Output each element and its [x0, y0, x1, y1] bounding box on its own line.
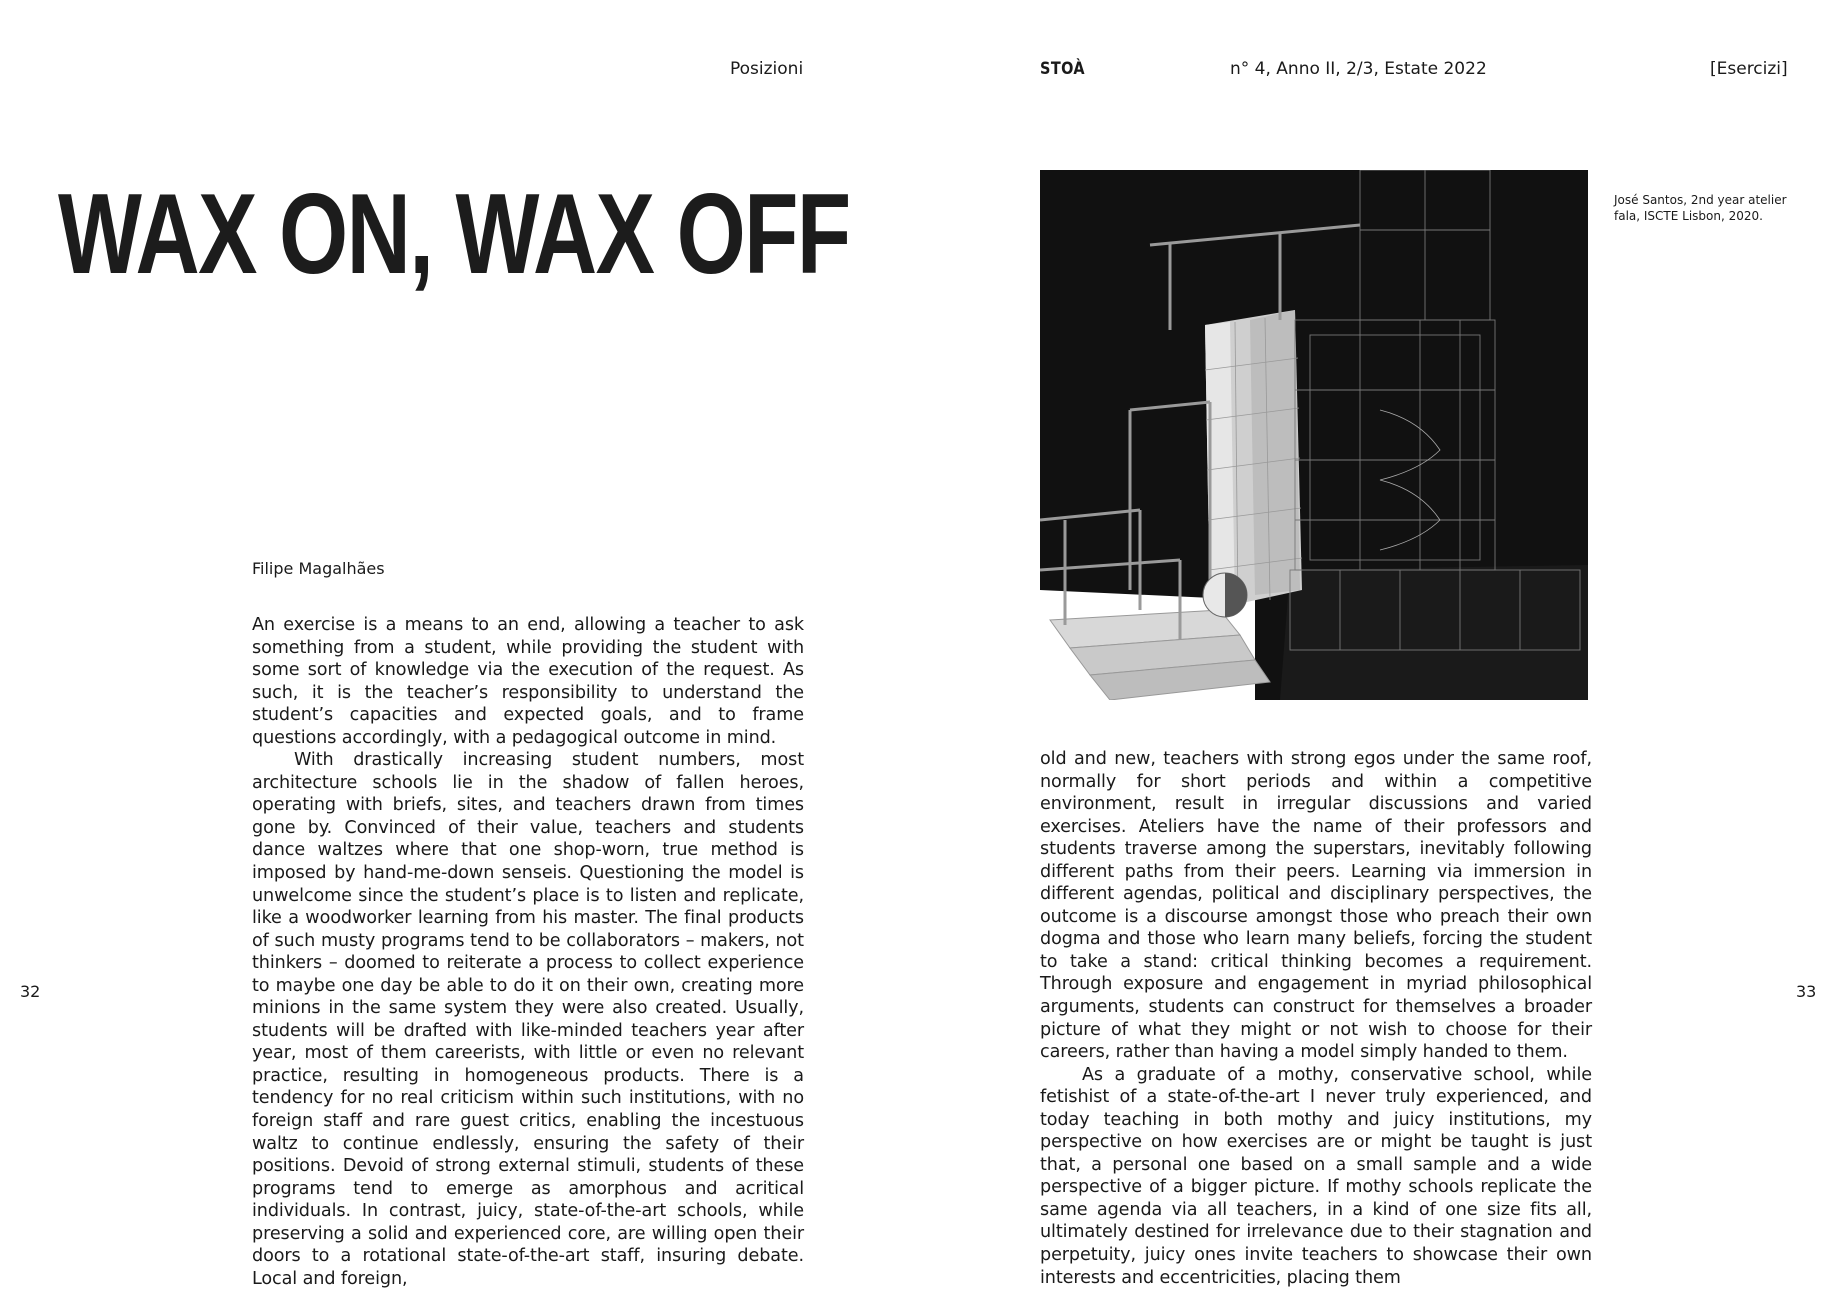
figure-caption: José Santos, 2nd year atelier fala, ISCTE Lisbon, 2020.	[1614, 193, 1787, 223]
running-header-category: [Esercizi]	[1710, 59, 1788, 79]
paragraph: An exercise is a means to an end, allowing a teacher to ask something from a student, while providing the student with some sort of knowledge via the execution of the request. As such, it is the teacher’s responsibility to understand the student’s capacities and expected goals, and to frame questions accordingly, with a pedagogical outcome in mind.	[252, 615, 804, 748]
page-number-right: 33	[1796, 982, 1817, 1001]
page-number-left: 32	[20, 982, 41, 1001]
running-header-section: Posizioni	[730, 59, 804, 79]
body-column-left	[252, 614, 804, 1290]
paragraph: old and new, teachers with strong egos under the same roof, normally for short periods and within a competitive environment, result in irregular discussions and varied exercises. Ateliers have the name of their professors and students traverse among the superstars, inevitably following different paths from their peers. Learning via immersion in different agendas, political and disciplinary perspectives, the outcome is a discourse amongst those who preach their own dogma and those who learn many beliefs, forcing the student to take a stand: critical thinking becomes a requirement. Through exposure and engagement in myriad philosophical arguments, students can construct for themselves a broader picture of what they might or not wish to choose for their careers, rather than having a model simply handed to them.	[1040, 749, 1592, 1063]
paragraph: With drastically increasing student numbers, most architecture schools lie in the shadow of fallen heroes, operating with briefs, sites, and teachers drawn from times gone by. Convinced of their value, teachers and students dance waltzes where that one shop-worn, true method is imposed by hand-me-down senseis. Questioning the model is unwelcome since the student’s place is to listen and replicate, like a woodworker learning from his master. The final products of such musty programs tend to be collaborators – makers, not thinkers – doomed to reiterate a process to collect experience to maybe one day be able to do it on their own, creating more minions in the same system they were also created. Usually, students will be drafted with like-minded teachers year after year, most of them careerists, with little or even no relevant practice, resulting in homogeneous products. There is a tendency for no real criticism within such institutions, with no foreign staff and rare guest critics, enabling the incestuous waltz to continue endlessly, ensuring the safety of their positions. Devoid of strong external stimuli, students of these programs tend to emerge as amorphous and acritical individuals. In contrast, juicy, state-of-the-art schools, while preserving a solid and experienced core, are willing open their doors to a rotational state-of-the-art staff, insuring debate. Local and foreign,	[252, 750, 804, 1289]
article-title: WAX ON, WAX OFF	[58, 171, 850, 298]
rendering-drawing	[1040, 170, 1588, 700]
paragraph: As a graduate of a mothy, conservative school, while fetishist of a state-of-the-art I never truly experienced, and today teaching in both mothy and juicy institutions, my perspective on how exercises are or might be taught is just that, a personal one based on a small sample and a wide perspective of a bigger picture. If mothy schools replicate the same agenda via all teachers, in a kind of one size fits all, ultimately destined for irrelevance due to their stagnation and perpetuity, juicy ones invite teachers to showcase their own interests and eccentricities, placing them	[1040, 1064, 1592, 1288]
architectural-rendering-image	[1040, 170, 1588, 700]
article-author: Filipe Magalhães	[252, 559, 385, 578]
issue-info: n° 4, Anno II, 2/3, Estate 2022	[1230, 59, 1487, 79]
magazine-name: STOÀ	[1040, 59, 1086, 79]
body-column-right	[1040, 748, 1592, 1289]
